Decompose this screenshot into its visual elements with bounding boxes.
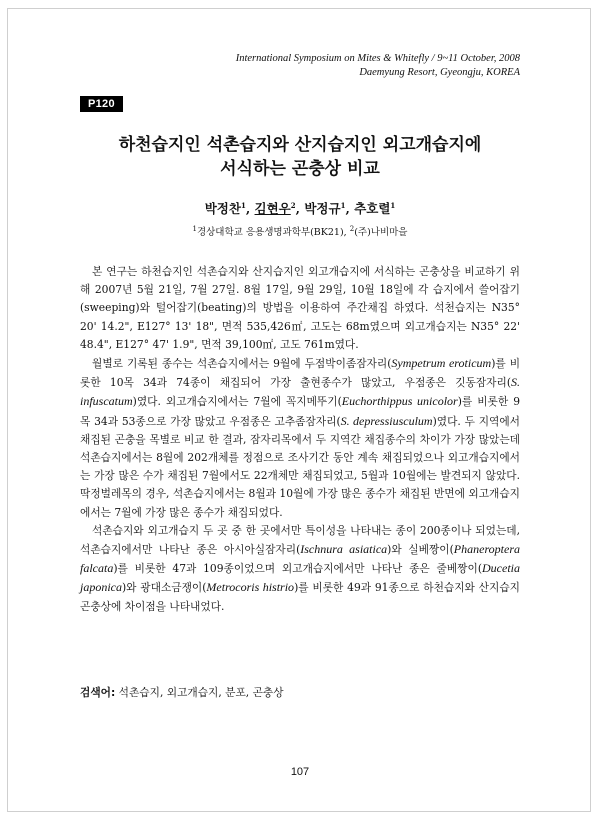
author-affil-sup: 1 <box>390 200 396 210</box>
species-name: Ischnura asiatica <box>300 542 388 557</box>
text-run: )를 비롯한 47과 109종이었으며 외고개습지에서만 나타난 종은 줄베짱이( <box>113 562 482 576</box>
title-line-2: 서식하는 곤충상 비교 <box>220 159 380 179</box>
text-run: )와 실베짱이( <box>387 543 454 557</box>
author-list: 박정찬$^1$, 김현우$^2$, 박정규$^1$, 추호렬$^1$ <box>204 200 396 216</box>
author-affil-sup: 1 <box>340 200 346 210</box>
text-run: )였다. 두 지역에서 채집된 곤충을 목별로 비교 한 결과, 잠자리목에서 두 지역간 채집종수의 차이가 가장 많았는데 석촌습지에서는 8월에 202개체를 정점으로 조사기간 동안 계속 채집되었으나 외고개습지에서는 가장 많은 수가 채집된 7월에서도 22개체만 채집되었고, 5월과 10월에는 발견되지 않았다. 딱정벌레목의 경우, 석촌습지에서는 8월과 10월에 가장 많은 종수가 채집된 반면에 외고개습지에서는 7월에 가장 많은 종수가 채집되었다. <box>80 414 521 519</box>
species-name: Metrocoris histrio <box>206 580 295 595</box>
text-run: )를 비롯한 49과 91종으로 하천습지와 산지습지 곤충상에 차이점을 나타내었다. <box>80 581 520 613</box>
species-name: Ducetia japonica <box>80 561 520 595</box>
abstract-paragraph-3 <box>80 522 520 616</box>
affil-text-2: (주)나비마을 <box>354 227 408 238</box>
author-affil-sup: 1 <box>240 200 246 210</box>
page-number: 107 <box>290 766 310 778</box>
text-run: )였다. 외고개습지에서는 7월에 꼭지메뚜기( <box>132 395 342 409</box>
author-name: 박정찬 <box>204 201 241 216</box>
abstract-body <box>80 263 520 616</box>
text-run: 월별로 기록된 종수는 석촌습지에서는 9월에 두점박이좀잠자리( <box>92 357 392 371</box>
poster-id-badge: P120 <box>80 96 123 112</box>
author-name-presenting: 김현우 <box>254 201 291 216</box>
abstract-paragraph-2 <box>80 354 520 522</box>
species-name: Sympetrum eroticum <box>391 356 492 371</box>
author-name: 박정규 <box>304 201 341 216</box>
keywords-text: 석촌습지, 외고개습지, 분포, 곤충상 <box>115 686 284 699</box>
symposium-header <box>236 52 520 80</box>
author-name: 추호렬 <box>354 201 391 216</box>
affiliation <box>40 224 560 238</box>
text-run: )를 비롯한 9목 34과 53종으로 가장 많았고 우점종은 고추좀잠자리( <box>80 395 521 428</box>
text-run: )를 비롯한 10목 34과 74종이 채집되어 가장 출현종수가 많았고, 우점종은 깃동잠자리( <box>80 357 521 390</box>
abstract-paragraph-1: 본 연구는 하천습지인 석촌습지와 산지습지인 외고개습지에 서식하는 곤충상을 비교하기 위해 2007년 5월 21일, 7월 27일. 8월 17일, 9월 29일, 10월 18일에 각 습지에서 쓸어잡기(sweeping)와 털어잡기(beating)의 방법을 이용하여 주간채집 하였다. 석천습지는 N35° 20' 14.2", E127° 13' 18", 면적 535,426㎡, 고도는 68m였으며 외고개습지는 N35° 22' 48.4", E127° 47' 1.9", 면적 39,100㎡, 고도 761m였다. <box>80 265 520 351</box>
header-line-2: Daemyung Resort, Gyeongju, KOREA <box>359 67 520 78</box>
text-run: 석촌습지와 외고개습지 두 곳 중 한 곳에서만 특이성을 나타내는 종이 200종이나 되었는데, 석촌습지에서만 나타난 종은 아시아실잠자리( <box>80 523 520 557</box>
affil-sup-1: 1 <box>192 224 197 233</box>
text-run: )와 광대소금쟁이( <box>122 581 207 595</box>
keywords-label: 검색어: <box>80 686 116 699</box>
species-name: Phaneroptera falcata <box>80 542 520 576</box>
author-affil-sup: 2 <box>290 200 296 210</box>
header-line-1: International Symposium on Mites & Whitefly / 9~11 October, 2008 <box>235 53 520 64</box>
keywords <box>80 685 520 700</box>
species-name: Euchorthippus unicolor <box>341 394 458 409</box>
title-line-1: 하천습지인 석촌습지와 산지습지인 외고개습지에 <box>118 135 482 155</box>
species-name: S. depressiusculum <box>340 413 433 428</box>
affil-sup-2: 2 <box>349 224 355 233</box>
species-name: S. infuscatum <box>80 375 520 409</box>
affil-text-1: 경상대학교 응용생명과학부(BK21), <box>196 227 350 238</box>
